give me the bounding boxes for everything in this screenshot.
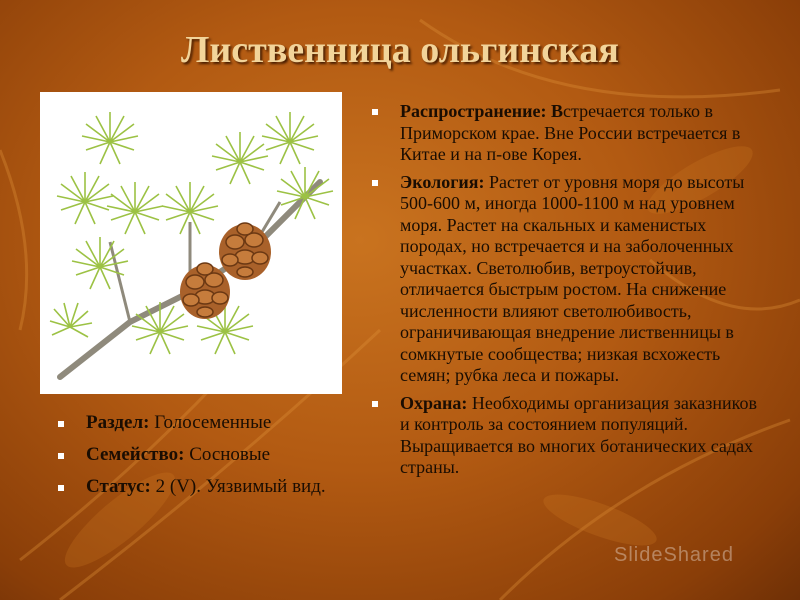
slide-title: Лиственница ольгинская — [181, 29, 619, 71]
item-label: Охрана: — [400, 392, 468, 413]
bullet-icon — [58, 485, 64, 491]
item-text: Растет от уровня моря до высоты 500-600 м, иногда 1000-1100 м над уровнем моря. Растет на скальных и каменистых породах, но встречается и на заболоченных участках. Светолюбив, ветроустойчив, отличается быстрым ростом. На снижение численности влияют светолюбивость, ограничивающая внедрение лиственницы в сомкнутые сообщества; низкая всхожесть семян; рубка леса и пожары. — [400, 171, 745, 385]
bullet-icon — [372, 401, 378, 407]
list-item-ecology — [370, 172, 770, 387]
right-info-list — [370, 101, 770, 485]
larch-branch-drawing — [40, 92, 342, 394]
list-item-family — [56, 444, 346, 466]
item-text: Необходимы организация заказников и контроль за состоянием популяций. Выращивается во многих ботанических садах страны. — [400, 392, 757, 477]
larch-branch-illustration — [40, 92, 342, 394]
item-text: стречается только в Приморском крае. Вне России встречается в Китае и на п-ове Корея. — [400, 101, 741, 164]
item-text: Голосеменные — [149, 412, 272, 433]
item-label: Распространение: — [400, 101, 547, 121]
watermark: SlideShared — [614, 544, 734, 566]
left-info-list — [56, 412, 346, 508]
list-item-distribution — [370, 101, 770, 166]
bullet-icon — [372, 109, 378, 115]
item-label: Раздел: — [86, 412, 150, 433]
item-label: Семейство: — [86, 444, 185, 465]
list-item-protection — [370, 393, 770, 479]
bullet-icon — [372, 180, 378, 186]
item-text: 2 (V). Уязвимый вид. — [150, 476, 326, 497]
item-label: Экология: — [400, 171, 485, 192]
bullet-icon — [58, 453, 64, 459]
list-item-section — [56, 412, 346, 434]
item-label: Статус: — [86, 476, 151, 497]
item-label-extra: В — [546, 101, 564, 121]
bullet-icon — [58, 421, 64, 427]
list-item-status — [56, 476, 346, 498]
item-text: Сосновые — [184, 444, 271, 465]
